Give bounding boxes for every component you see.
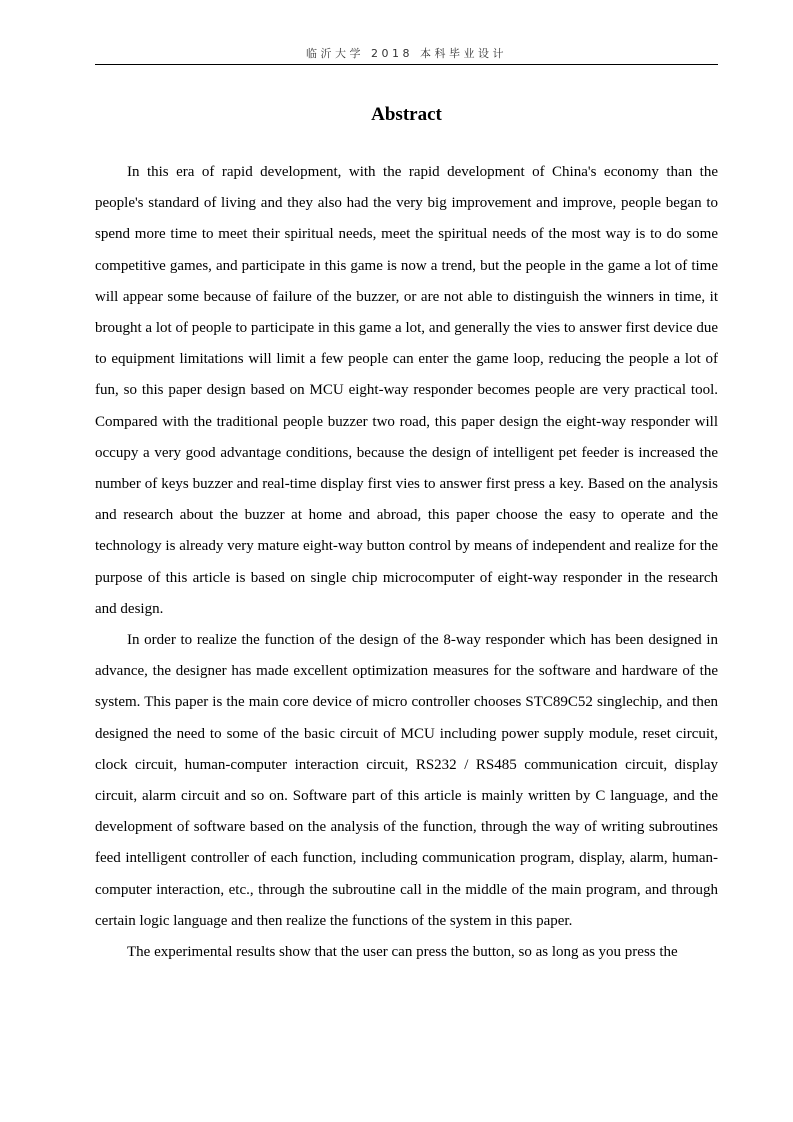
- header-rule: [95, 64, 718, 65]
- abstract-paragraph-3: The experimental results show that the user can press the button, so as long as you press the: [127, 944, 678, 961]
- abstract-body: [95, 157, 718, 968]
- abstract-paragraph-1: In this era of rapid development, with the rapid development of China's economy than the people's standard of living and they also had the very big improvement and improve, people began to spend more time to meet their spiritual needs, meet the spiritual needs of the most way is to do some competitive games, and participate in this game is now a trend, but the people in the game a lot of time will appear some because of failure of the buzzer, or are not able to distinguish the winners in time, it brought a lot of people to participate in this game a lot, and generally the vies to answer first device due to equipment limitations will limit a few people can enter the game loop, reducing the people a lot of fun, so this paper design based on MCU eight-way responder becomes people are very practical tool. Compared with the traditional people buzzer two road, this paper design the eight-way responder will occupy a very good advantage conditions, because the design of intelligent pet feeder is increased the number of keys buzzer and real-time display first vies to answer first press a key. Based on the analysis and research about the buzzer at home and abroad, this paper choose the easy to operate and the technology is already very mature eight-way button control by means of independent and realize for the purpose of this article is based on single chip microcomputer of eight-way responder in the research and design.: [95, 164, 718, 617]
- abstract-title: Abstract: [371, 104, 442, 125]
- running-header: 临沂大学 2018 本科毕业设计: [306, 47, 507, 60]
- abstract-paragraph-2: In order to realize the function of the design of the 8-way responder which has been designed in advance, the designer has made excellent optimization measures for the software and hardware of the system. This paper is the main core device of micro controller chooses STC89C52 singlechip, and then designed the need to some of the basic circuit of MCU including power supply module, reset circuit, clock circuit, human-computer interaction circuit, RS232 / RS485 communication circuit, display circuit, alarm circuit and so on. Software part of this article is mainly written by C language, and the development of software based on the analysis of the function, through the way of writing subroutines feed intelligent controller of each function, including communication program, display, alarm, human-computer interaction, etc., through the subroutine call in the middle of the main program, and through certain logic language and then realize the functions of the system in this paper.: [95, 632, 718, 929]
